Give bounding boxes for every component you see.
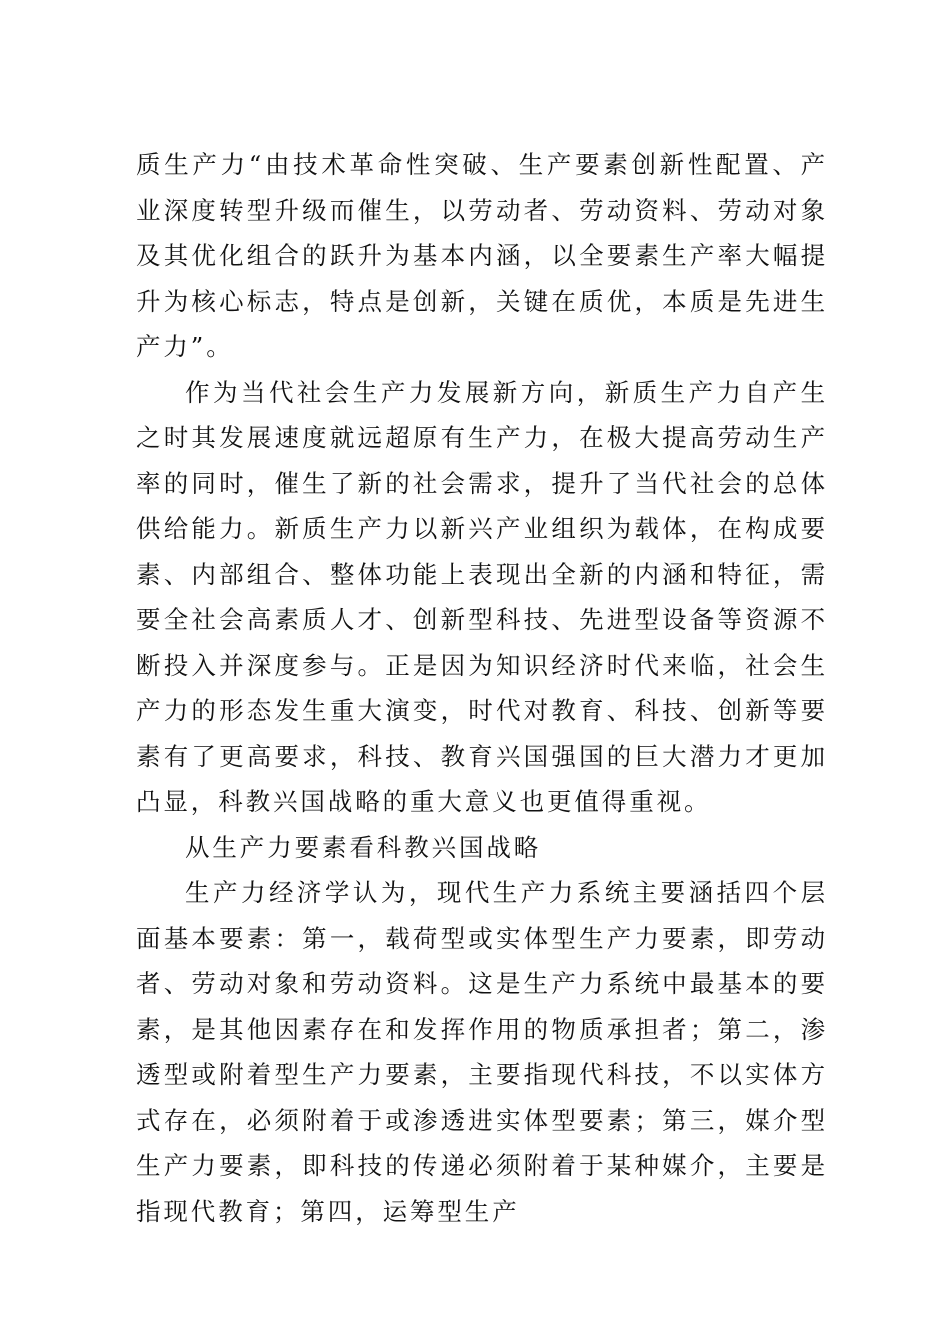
paragraph-new-quality-productivity: 作为当代社会生产力发展新方向，新质生产力自产生之时其发展速度就远超原有生产力，在极大提高劳动生产率的同时，催生了新的社会需求，提升了当代社会的总体供给能力。新质生产力以新兴产业组织为载体，在构成要素、内部组合、整体功能上表现出全新的内涵和特征，需要全社会高素质人才、创新型科技、先进型设备等资源不断投入并深度参与。正是因为知识经济时代来临，社会生产力的形态发生重大演变，时代对教育、科技、创新等要素有了更高要求，科技、教育兴国强国的巨大潜力才更加凸显，科教兴国战略的重大意义也更值得重视。 — [136, 377, 828, 816]
paragraph-productivity-elements: 生产力经济学认为，现代生产力系统主要涵括四个层面基本要素：第一，载荷型或实体型生产力要素，即劳动者、劳动对象和劳动资料。这是生产力系统中最基本的要素，是其他因素存在和发挥作用的物质承担者；第二，渗透型或附着型生产力要素，主要指现代科技，不以实体方式存在，必须附着于或渗透进实体型要素；第三，媒介型生产力要素，即科技的传递必须附着于某种媒介，主要是指现代教育；第四，运筹型生产 — [136, 878, 828, 1226]
section-heading: 从生产力要素看科教兴国战略 — [185, 832, 542, 862]
document-body — [136, 142, 828, 1234]
paragraph-continuation: 质生产力“由技术革命性突破、生产要素创新性配置、产业深度转型升级而催生，以劳动者、劳动资料、劳动对象及其优化组合的跃升为基本内涵，以全要素生产率大幅提升为核心标志，特点是创新，关键在质优，本质是先进生产力”。 — [136, 150, 828, 361]
